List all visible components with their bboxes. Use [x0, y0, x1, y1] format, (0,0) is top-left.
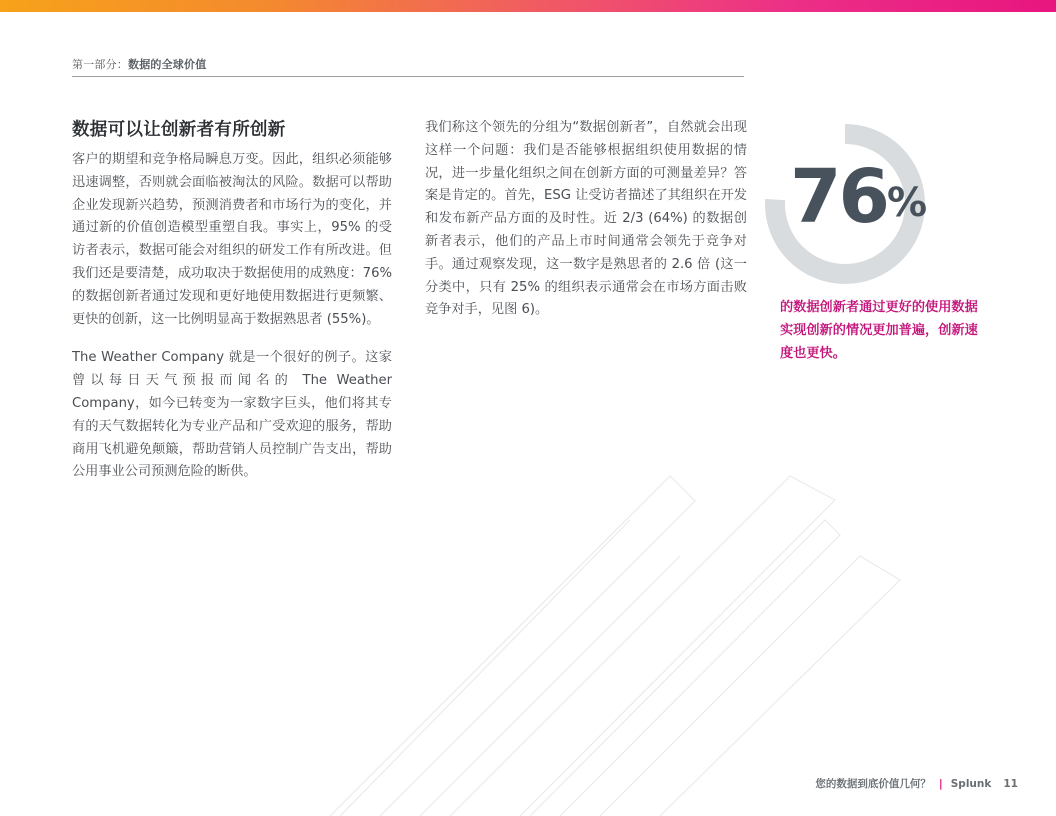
stat-callout: 的数据创新者通过更好的使用数据实现创新的情况更加普遍，创新速度也更快。: [780, 300, 978, 361]
decorative-diagonal-lines: [300, 380, 920, 816]
section-title: 数据的全球价值: [128, 58, 207, 71]
body-paragraph-2: The Weather Company 就是一个很好的例子。这家曾以每日天气预报而闻名的 The Weather Company，如今已转变为一家数字巨头，他们将其专有的天气数据转化为专业产品和广受欢迎的服务，帮助商用飞机避免颠簸，帮助营销人员控制广告支出，帮助公用事业公司预测危险的断供。: [72, 350, 392, 480]
top-gradient-bar: [0, 0, 1056, 12]
footer-separator: |: [938, 778, 943, 790]
page-number: 11: [1003, 778, 1018, 790]
body-paragraph-1: 客户的期望和竞争格局瞬息万变。因此，组织必须能够迅速调整，否则就会面临被淘汰的风险。数据可以帮助企业发现新兴趋势，预测消费者和市场行为的变化，并通过新的价值创造模型重塑自我。事实上，95% 的受访者表示，数据可能会对组织的研发工作有所改进。但我们还是要清楚，成功取决于数据使用的成熟度：76% 的数据创新者通过发现和更好地使用数据进行更频繁、更快的创新，这一比例明显高于数据熟思者 (55%)。: [72, 152, 392, 327]
body-paragraph-3: 我们称这个领先的分组为“数据创新者”，自然就会出现这样一个问题：我们是否能够根据组织使用数据的情况，进一步量化组织之间在创新方面的可测量差异？答案是肯定的。首先，ESG 让受访者描述了其组织在开发和发布新产品方面的及时性。近 2/3 (64%) 的数据创新者表示，他们的产品上市时间通常会领先于竞争对手。通过观察发现，这一数字是熟思者的 2.6 倍 (这一分类中，只有 25% 的组织表示通常会在市场方面击败竞争对手，见图 6)。: [425, 120, 747, 318]
page-heading: 数据可以让创新者有所创新: [72, 120, 286, 140]
footer-brand: Splunk: [950, 778, 992, 790]
page-footer: [815, 776, 1018, 791]
right-column: [425, 117, 747, 338]
footer-doc-title: 您的数据到底价值几何？: [815, 778, 931, 790]
stat-number: [790, 152, 927, 242]
section-header: [72, 56, 744, 77]
section-prefix: 第一部分：: [72, 58, 128, 71]
stat-percent-sign: %: [886, 180, 928, 226]
stat-value: 76: [790, 154, 887, 240]
